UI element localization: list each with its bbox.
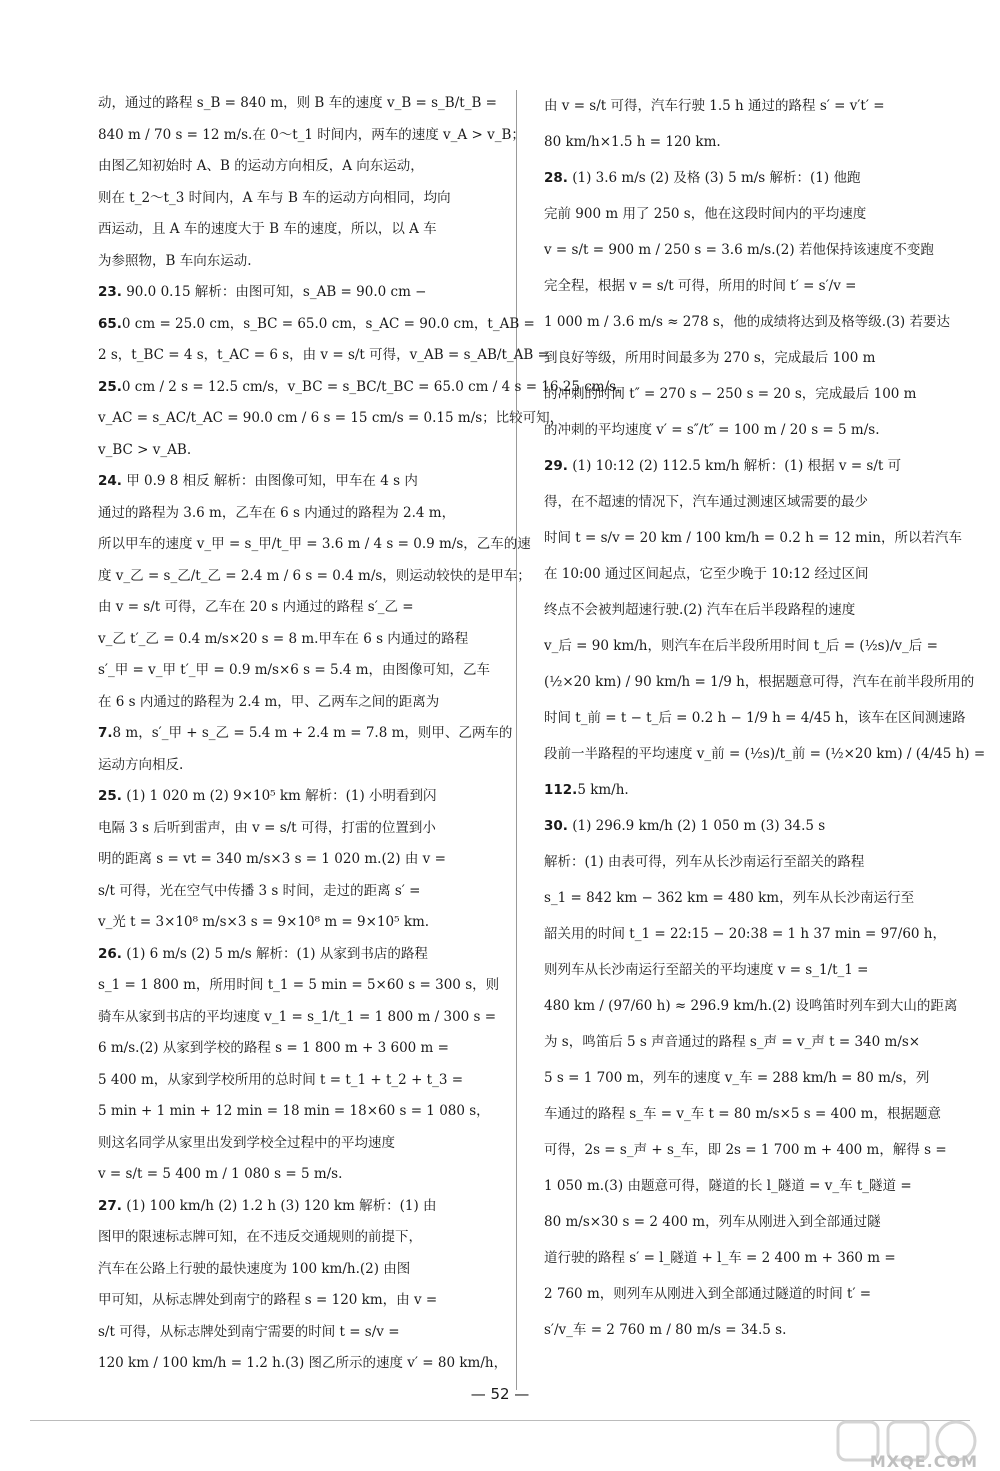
question-number: 30.: [544, 818, 568, 834]
text-line: 6 m/s.(2) 从家到学校的路程 s = 1 800 m + 3 600 m =: [98, 1040, 449, 1056]
text-line: 65.0 cm = 25.0 cm，s_BC = 65.0 cm，s_AC = 90.0 cm，t_AB =: [98, 315, 535, 332]
text-line: 112.5 km/h.: [544, 782, 629, 798]
text-line: 120 km / 100 km/h = 1.2 h.(3) 图乙所示的速度 v′ = 80 km/h，: [98, 1355, 508, 1371]
text-line: 23. 90.0 0.15 解析：由图可知，s_AB = 90.0 cm −: [98, 284, 427, 300]
text-line: 韶关用的时间 t_1 = 22:15 − 20:38 = 1 h 37 min = 97/60 h，: [544, 926, 946, 942]
question-number: 112.: [544, 782, 578, 798]
text-line: 到良好等级，所用时间最多为 270 s，完成最后 100 m: [544, 350, 876, 366]
text-line: 图甲的限速标志牌可知，在不违反交通规则的前提下，: [98, 1229, 422, 1245]
text-line: 则在 t_2～t_3 时间内，A 车与 B 车的运动方向相同，均向: [98, 189, 451, 206]
question-number: 7.: [98, 725, 113, 741]
text-line: 明的距离 s = vt = 340 m/s×3 s = 1 020 m.(2) 由 v =: [98, 851, 446, 867]
text-line: 28. (1) 3.6 m/s (2) 及格 (3) 5 m/s 解析：(1) 他跑: [544, 170, 861, 186]
text-line: s′_甲 = v_甲 t′_甲 = 0.9 m/s×6 s = 5.4 m，由图像可知，乙车: [98, 662, 491, 678]
text-line: 27. (1) 100 km/h (2) 1.2 h (3) 120 km 解析：(1) 由: [98, 1197, 437, 1214]
text-line: 2 760 m，则列车从刚进入到全部通过隧道的时间 t′ =: [544, 1286, 872, 1302]
text-line: 终点不会被判超速行驶.(2) 汽车在后半段路程的速度: [544, 602, 856, 618]
question-number: 27.: [98, 1197, 122, 1214]
text-line: 在 6 s 内通过的路程为 2.4 m，甲、乙两车之间的距离为: [98, 693, 440, 710]
text-line: 480 km / (97/60 h) ≈ 296.9 km/h.(2) 设鸣笛时列车到大山的距离: [544, 998, 958, 1014]
question-number: 65.: [98, 315, 122, 332]
text-line: 度 v_乙 = s_乙/t_乙 = 2.4 m / 6 s = 0.4 m/s，则运动较快的是甲车；: [98, 567, 531, 584]
text-line: 26. (1) 6 m/s (2) 5 m/s 解析：(1) 从家到书店的路程: [98, 945, 428, 962]
text-line: 25. (1) 1 020 m (2) 9×10⁵ km 解析：(1) 小明看到闪: [98, 788, 437, 804]
question-number: 25.: [98, 788, 122, 804]
text-line: 段前一半路程的平均速度 v_前 = (½s)/t_前 = (½×20 km) / (4/45 h) =: [544, 746, 986, 762]
question-number: 26.: [98, 945, 122, 962]
text-line: 29. (1) 10:12 (2) 112.5 km/h 解析：(1) 根据 v = s/t 可: [544, 458, 902, 474]
text-line: 所以甲车的速度 v_甲 = s_甲/t_甲 = 3.6 m / 4 s = 0.9 m/s，乙车的速: [98, 536, 531, 552]
text-line: 1 000 m / 3.6 m/s ≈ 278 s，他的成绩将达到及格等级.(3) 若要达: [544, 314, 950, 330]
text-line: 2 s，t_BC = 4 s，t_AC = 6 s，由 v = s/t 可得，v_AB = s_AB/t_AB =: [98, 347, 549, 363]
text-line: 得，在不超速的情况下，汽车通过测速区域需要的最少: [544, 494, 868, 510]
text-line: v = s/t = 5 400 m / 1 080 s = 5 m/s.: [98, 1166, 343, 1182]
right-column: [544, 88, 986, 1348]
text-line: 完全程，根据 v = s/t 可得，所用的时间 t′ = s′/v =: [544, 278, 857, 294]
text-line: 解析：(1) 由表可得，列车从长沙南运行至韶关的路程: [544, 854, 865, 870]
text-line: 甲可知，从标志牌处到南宁的路程 s = 120 km，由 v =: [98, 1292, 438, 1308]
text-line: 时间 t_前 = t − t_后 = 0.2 h − 1/9 h = 4/45 h，该车在区间测速路: [544, 710, 966, 726]
text-line: 道行驶的路程 s′ = l_隧道 + l_车 = 2 400 m + 360 m =: [544, 1250, 896, 1266]
text-line: 由 v = s/t 可得，乙车在 20 s 内通过的路程 s′_乙 =: [98, 599, 414, 615]
text-line: 80 km/h×1.5 h = 120 km.: [544, 134, 721, 150]
text-line: 西运动，且 A 车的速度大于 B 车的速度，所以，以 A 车: [98, 221, 437, 237]
watermark-site: MXQE.COM: [869, 1452, 978, 1471]
question-number: 28.: [544, 170, 568, 186]
page-number: — 52 —: [470, 1385, 530, 1403]
text-line: 5 s = 1 700 m，列车的速度 v_车 = 288 km/h = 80 m/s，列: [544, 1070, 930, 1086]
text-line: 通过的路程为 3.6 m，乙车在 6 s 内通过的路程为 2.4 m，: [98, 504, 456, 521]
bottom-rule: [30, 1420, 970, 1421]
text-line: 30. (1) 296.9 km/h (2) 1 050 m (3) 34.5 s: [544, 818, 826, 834]
text-line: 为 s，鸣笛后 5 s 声音通过的路程 s_声 = v_声 t = 340 m/s×: [544, 1034, 921, 1050]
text-line: v_BC > v_AB.: [98, 441, 192, 458]
text-line: 5 min + 1 min + 12 min = 18 min = 18×60 s = 1 080 s，: [98, 1103, 490, 1119]
text-line: 骑车从家到书店的平均速度 v_1 = s_1/t_1 = 1 800 m / 300 s =: [98, 1008, 497, 1025]
text-line: 25.0 cm / 2 s = 12.5 cm/s，v_BC = s_BC/t_BC = 65.0 cm / 4 s = 16.25 cm/s，: [98, 378, 630, 395]
text-line: s/t 可得，光在空气中传播 3 s 时间，走过的距离 s′ =: [98, 882, 421, 899]
text-line: v = s/t = 900 m / 250 s = 3.6 m/s.(2) 若他保持该速度不变跑: [544, 242, 934, 258]
text-line: v_光 t = 3×10⁸ m/s×3 s = 9×10⁸ m = 9×10⁵ km.: [98, 914, 430, 930]
text-line: 则列车从长沙南运行至韶关的平均速度 v = s_1/t_1 =: [544, 962, 869, 978]
text-line: 1 050 m.(3) 由题意可得，隧道的长 l_隧道 = v_车 t_隧道 =: [544, 1178, 912, 1194]
text-line: 的冲刺的时间 t″ = 270 s − 250 s = 20 s，完成最后 100 m: [544, 386, 917, 402]
text-line: 车通过的路程 s_车 = v_车 t = 80 m/s×5 s = 400 m，根据题意: [544, 1106, 941, 1122]
question-number: 23.: [98, 284, 122, 300]
text-line: s_1 = 1 800 m，所用时间 t_1 = 5 min = 5×60 s = 300 s，则: [98, 977, 500, 993]
text-line: 由 v = s/t 可得，汽车行驶 1.5 h 通过的路程 s′ = v′t′ =: [544, 98, 885, 114]
text-line: 运动方向相反.: [98, 756, 184, 773]
text-line: 7.8 m，s′_甲 + s_乙 = 5.4 m + 2.4 m = 7.8 m，则甲、乙两车的: [98, 725, 513, 741]
text-line: 5 400 m，从家到学校所用的总时间 t = t_1 + t_2 + t_3 =: [98, 1071, 464, 1088]
text-line: s/t 可得，从标志牌处到南宁需要的时间 t = s/v =: [98, 1323, 400, 1340]
text-line: 则这名同学从家里出发到学校全过程中的平均速度: [98, 1134, 395, 1151]
text-line: v_乙 t′_乙 = 0.4 m/s×20 s = 8 m.甲车在 6 s 内通过的路程: [98, 630, 469, 647]
text-line: 完前 900 m 用了 250 s，他在这段时间内的平均速度: [544, 206, 867, 222]
text-line: 的冲刺的平均速度 v′ = s″/t″ = 100 m / 20 s = 5 m/s.: [544, 422, 880, 438]
text-line: v_AC = s_AC/t_AC = 90.0 cm / 6 s = 15 cm/s = 0.15 m/s；比较可知，: [98, 410, 564, 426]
text-line: 840 m / 70 s = 12 m/s.在 0～t_1 时间内，两车的速度 v_A > v_B；: [98, 126, 525, 143]
text-line: 在 10:00 通过区间起点，它至少晚于 10:12 经过区间: [544, 566, 869, 582]
question-number: 25.: [98, 378, 122, 395]
text-line: 时间 t = s/v = 20 km / 100 km/h = 0.2 h = 12 min，所以若汽车: [544, 530, 962, 546]
text-line: 动，通过的路程 s_B = 840 m，则 B 车的速度 v_B = s_B/t_B =: [98, 95, 497, 111]
text-line: 80 m/s×30 s = 2 400 m，列车从刚进入到全部通过隧: [544, 1214, 881, 1230]
text-line: 24. 甲 0.9 8 相反 解析：由图像可知，甲车在 4 s 内: [98, 473, 418, 489]
text-line: 汽车在公路上行驶的最快速度为 100 km/h.(2) 由图: [98, 1260, 411, 1277]
text-line: 由图乙知初始时 A、B 的运动方向相反，A 向东运动，: [98, 158, 424, 174]
text-line: v_后 = 90 km/h，则汽车在后半段所用时间 t_后 = (½s)/v_后 =: [544, 638, 938, 654]
text-line: s′/v_车 = 2 760 m / 80 m/s = 34.5 s.: [544, 1322, 787, 1338]
question-number: 24.: [98, 473, 122, 489]
text-line: 电隔 3 s 后听到雷声，由 v = s/t 可得，打雷的位置到小: [98, 819, 436, 836]
text-line: (½×20 km) / 90 km/h = 1/9 h，根据题意可得，汽车在前半段所用的: [544, 674, 975, 690]
text-line: 可得，2s = s_声 + s_车，即 2s = 1 700 m + 400 m，解得 s =: [544, 1142, 947, 1158]
text-line: s_1 = 842 km − 362 km = 480 km，列车从长沙南运行至: [544, 890, 915, 906]
question-number: 29.: [544, 458, 568, 474]
text-line: 为参照物，B 车向东运动.: [98, 252, 252, 269]
